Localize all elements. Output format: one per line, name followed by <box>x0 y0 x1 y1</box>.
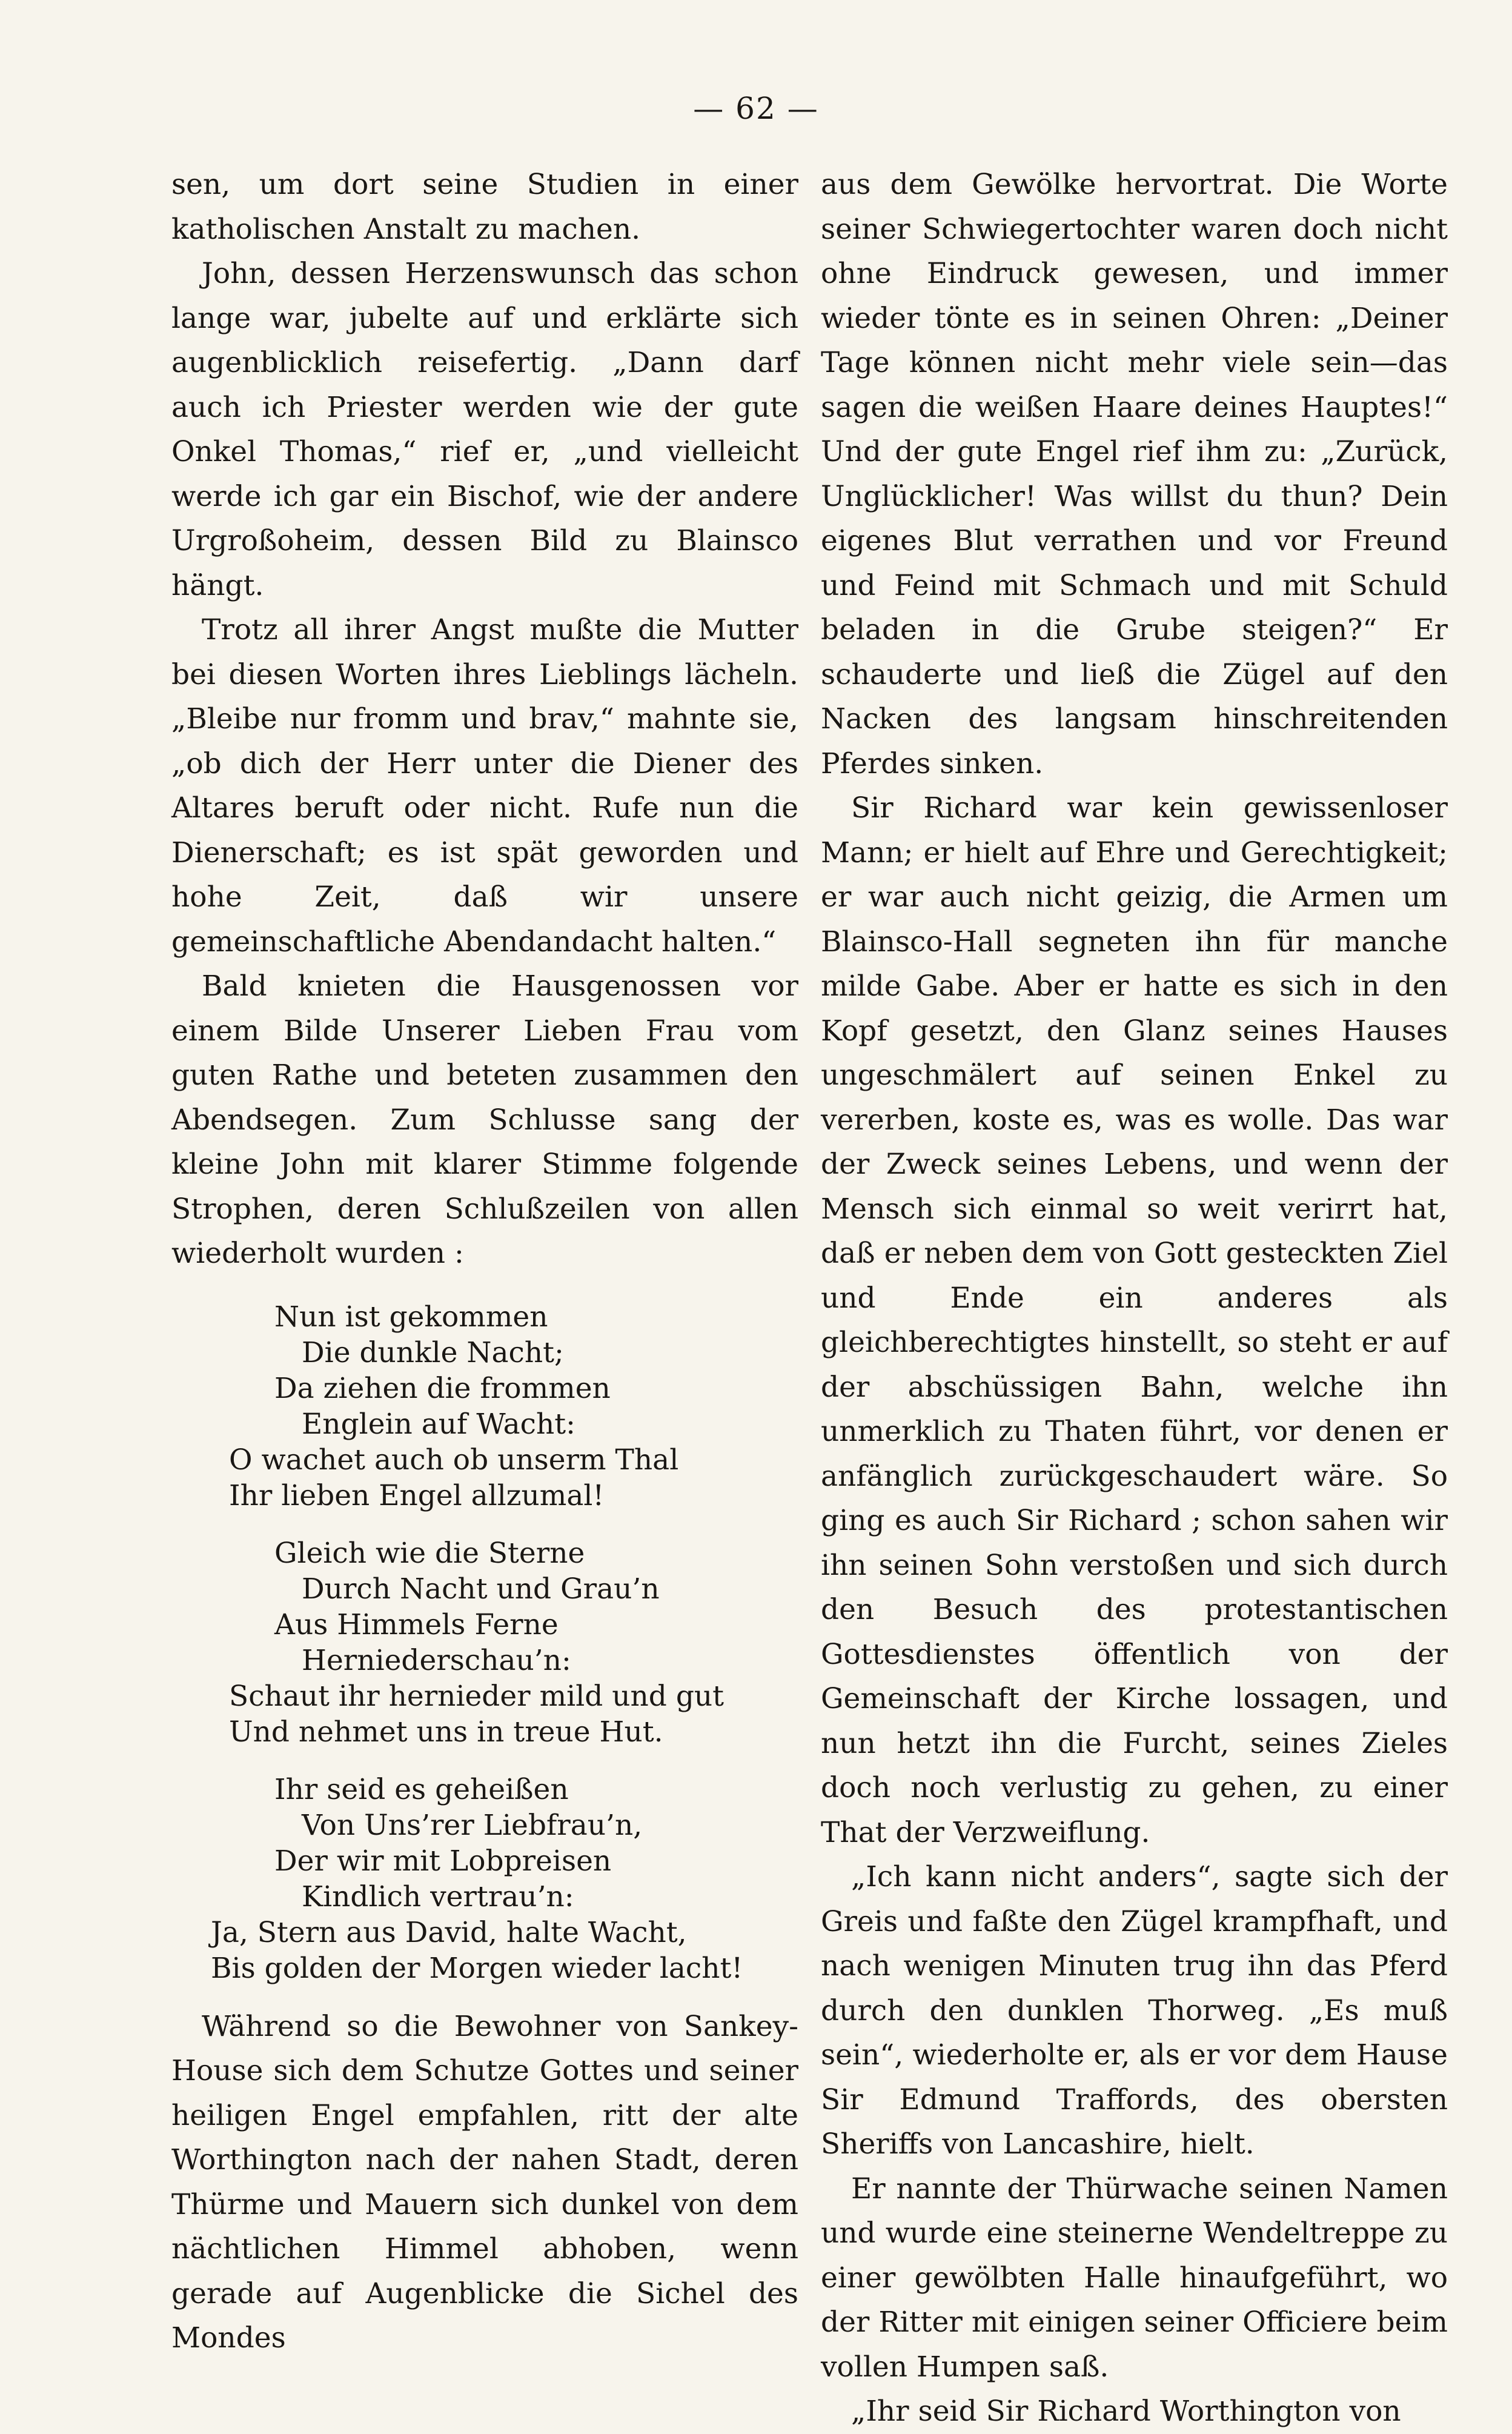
poem-line: Englein auf Wacht: <box>302 1407 575 1441</box>
poem-line: Schaut ihr hernieder mild und gut <box>229 1679 724 1713</box>
paragraph: sen, um dort seine Studien in einer katholischen Anstalt zu machen. <box>171 168 798 246</box>
poem-line: O wachet auch ob unserm Thal <box>229 1443 679 1477</box>
poem-line: Da ziehen die frommen <box>274 1371 611 1405</box>
paragraph: „Ihr seid Sir Richard Worthington von <box>851 2395 1401 2428</box>
right-column <box>821 162 1448 2434</box>
poem-line: Bis golden der Morgen wieder lacht! <box>211 1951 743 1985</box>
poem-line: Ihr lieben Engel allzumal! <box>229 1478 605 1512</box>
poem-line: Von Uns’rer Liebfrau’n, <box>302 1808 643 1842</box>
paragraph: aus dem Gewölke hervortrat. Die Worte seiner Schwiegertochter waren doch nicht ohne Eindruck gewesen, und immer wieder tönte es in seinen Ohren: „Deiner Tage können nicht mehr viele sein—das sagen die weißen Haare deines Hauptes!“ Und der gute Engel rief ihm zu: „Zurück, Unglücklicher! Was willst du thun? Dein eigenes Blut verrathen und vor Freund und Feind mit Schmach und mit Schuld beladen in die Grube steigen?“ Er schauderte und ließ die Zügel auf den Nacken des langsam hinschreitenden Pferdes sinken. <box>821 168 1448 780</box>
left-column <box>171 162 798 2361</box>
poem-line: Der wir mit Lobpreisen <box>274 1844 612 1878</box>
poem-stanza <box>171 1299 798 1514</box>
paragraph: Trotz all ihrer Angst mußte die Mutter bei diesen Worten ihres Lieblings lächeln. „Bleibe nur fromm und brav,“ mahnte sie, „ob dich der Herr unter die Diener des Altares beruft oder nicht. Rufe nun die Dienerschaft; es ist spät geworden und hohe Zeit, daß wir unsere gemeinschaftliche Abendandacht halten.“ <box>171 613 798 959</box>
poem-line: Die dunkle Nacht; <box>302 1335 564 1369</box>
paragraph: John, dessen Herzenswunsch das schon lange war, jubelte auf und erklärte sich augenblicklich reisefertig. „Dann darf auch ich Priester werden wie der gute Onkel Thomas,“ rief er, „und vielleicht werde ich gar ein Bischof, wie der andere Urgroßoheim, dessen Bild zu Blainsco hängt. <box>171 257 798 602</box>
poem-stanza <box>171 1535 798 1750</box>
page-number: — 62 — <box>693 91 819 126</box>
poem-stanza <box>171 1772 798 1986</box>
paragraph: Während so die Bewohner von Sankey-House sich dem Schutze Gottes und seiner heiligen Engel empfahlen, ritt der alte Worthington nach der nahen Stadt, deren Thürme und Mauern sich dunkel von dem nächtlichen Himmel abhoben, wenn gerade auf Augenblicke die Sichel des Mondes <box>171 2009 798 2355</box>
poem-line: Herniederschau’n: <box>302 1643 571 1677</box>
poem-line: Aus Himmels Ferne <box>274 1608 559 1641</box>
poem-line: Kindlich vertrau’n: <box>302 1880 574 1914</box>
paragraph: Er nannte der Thürwache seinen Namen und wurde eine steinerne Wendeltreppe zu einer gewölbten Halle hinaufgeführt, wo der Ritter mit einigen seiner Officiere beim vollen Humpen saß. <box>821 2172 1448 2384</box>
paragraph: Sir Richard war kein gewissenloser Mann; er hielt auf Ehre und Gerechtigkeit; er war auch nicht geizig, die Armen um Blainsco-Hall segneten ihn für manche milde Gabe. Aber er hatte es sich in den Kopf gesetzt, den Glanz seines Hauses ungeschmälert auf seinen Enkel zu vererben, koste es, was es wolle. Das war der Zweck seines Lebens, und wenn der Mensch sich einmal so weit verirrt hat, daß er neben dem von Gott gesteckten Ziel und Ende ein anderes als gleichberechtigtes hinstellt, so steht er auf der abschüssigen Bahn, welche ihn unmerklich zu Thaten führt, vor denen er anfänglich zurückgeschaudert wäre. So ging es auch Sir Richard ; schon sahen wir ihn seinen Sohn verstoßen und sich durch den Besuch des protestantischen Gottesdienstes öffentlich von der Gemeinschaft der Kirche lossagen, und nun hetzt ihn die Furcht, seines Zieles doch noch verlustig zu gehen, zu einer That der Verzweiflung. <box>821 791 1448 1849</box>
poem-line: Gleich wie die Sterne <box>274 1536 585 1570</box>
poem-line: Ihr seid es geheißen <box>274 1772 569 1806</box>
poem-line: Ja, Stern aus David, halte Wacht, <box>211 1915 687 1949</box>
poem <box>171 1299 798 1986</box>
poem-line: Durch Nacht und Grau’n <box>302 1572 660 1606</box>
paragraph: Bald knieten die Hausgenossen vor einem Bilde Unserer Lieben Frau vom guten Rathe und beteten zusammen den Abendsegen. Zum Schlusse sang der kleine John mit klarer Stimme folgende Strophen, deren Schlußzeilen von allen wiederholt wurden : <box>171 969 798 1270</box>
poem-line: Nun ist gekommen <box>274 1300 548 1334</box>
paragraph: „Ich kann nicht anders“, sagte sich der Greis und faßte den Zügel krampfhaft, und nach wenigen Minuten trug ihn das Pferd durch den dunklen Thorweg. „Es muß sein“, wiederholte er, als er vor dem Hause Sir Edmund Traffords, des obersten Sheriffs von Lancashire, hielt. <box>821 1860 1448 2161</box>
poem-line: Und nehmet uns in treue Hut. <box>229 1715 663 1749</box>
